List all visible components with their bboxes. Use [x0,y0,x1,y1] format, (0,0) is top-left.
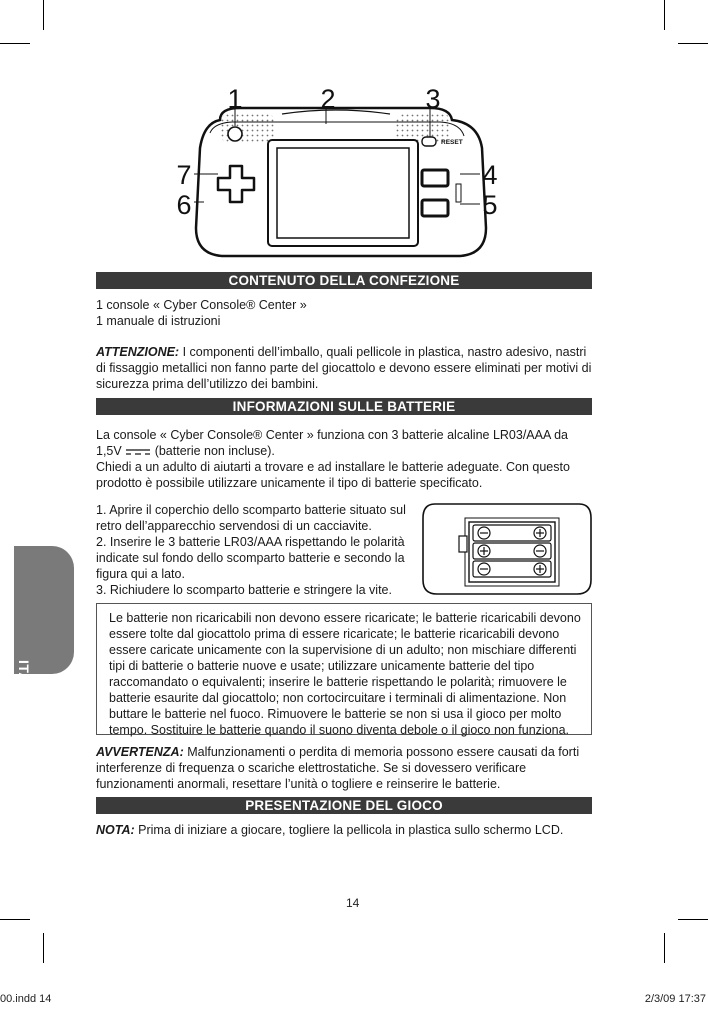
language-tab-label: ITALIANO [16,660,32,730]
batteries-advice: Chiedi a un adulto di aiutarti a trovare e ad installare le batterie adeguate. Con questo prodotto è possibile utilizzare unicamente il tipo di batterie specificato. [96,460,570,490]
crop-mark [664,0,665,30]
crop-mark [43,0,44,30]
crop-mark [678,919,708,920]
note-text: Prima di iniziare a giocare, togliere la pellicola in plastica sullo schermo LCD. [134,823,564,837]
contents-item: 1 manuale di istruzioni [96,314,221,328]
button-a [422,170,448,186]
reset-label: RESET [441,139,463,146]
section-title-batteries: INFORMAZIONI SULLE BATTERIE [96,398,592,415]
page-number: 14 [346,896,360,910]
batteries-intro [96,427,596,491]
batteries-voltage-line [96,443,596,459]
crop-mark [0,43,30,44]
battery-compartment-diagram [421,500,593,598]
battery-step: 3. Richiudere lo scomparto batterie e stringere la vite. [96,583,392,597]
power-button [228,127,242,141]
battery-safety-text: Le batterie non ricaricabili non devono essere ricaricate; le batterie ricaricabili devono essere tolte dal giocattolo prima di essere ricaricate; le batterie ricaricabili devono essere caricate unicamente con la supervisione di un adulto; non mischiare differenti tipi di batterie o batterie nuove e usate; utilizzare unicamente batterie del tipo raccomandato o equivalenti; inserire le batterie rispettando le polarità; rimuovere le batterie esaurite dal giocattolo; non cortocircuitare i terminali di alimentazione. Non buttare le batterie nel fuoco. Rimuovere le batterie se non si usa il gioco per molto tempo. Sostituire le batterie quando il suono diventa debole o il gioco non funziona. [109,611,581,737]
callout-2: 2 [320,84,336,114]
section-title-presentation: PRESENTAZIONE DEL GIOCO [96,797,592,814]
callout-5: 5 [482,190,498,220]
battery-step: 1. Aprire il coperchio dello scomparto batterie situato sul retro dell’apparecchio servendosi di un cacciavite. [96,503,406,533]
caution-label: AVVERTENZA: [96,745,184,759]
console-diagram [160,78,510,270]
crop-mark [664,933,665,963]
callout-4: 4 [482,160,498,190]
battery-steps [96,502,412,598]
crop-mark [678,43,708,44]
battery-step: 2. Inserire le 3 batterie LR03/AAA rispettando le polarità indicate sul fondo dello scomparto batterie e secondo la figura qui a lato. [96,535,405,581]
note-label: NOTA: [96,823,135,837]
callout-6: 6 [176,190,192,220]
contents-warning [96,344,596,392]
batteries-not-included: (batterie non incluse). [154,444,275,458]
reset-button [422,137,436,146]
battery-safety-box [96,603,592,735]
contents-item: 1 console « Cyber Console® Center » [96,298,307,312]
batteries-intro-line: La console « Cyber Console® Center » funziona con 3 batterie alcaline LR03/AAA da [96,428,569,442]
voltage-value: 1,5V [96,444,122,458]
callout-7: 7 [176,160,192,190]
language-tab [14,546,74,730]
dc-symbol-icon [125,448,151,456]
caution-text: Malfunzionamenti o perdita di memoria possono essere causati da forti interferenze di frequenza o scariche elettrostatiche. Se si dovessero verificare funzionamenti anormali, resettare l’unità o togliere e reinserire le batterie. [96,745,580,791]
crop-mark [43,933,44,963]
footer-date: 2/3/09 17:37 [644,993,706,1005]
crop-mark [0,919,30,920]
warning-text: I componenti dell’imballo, quali pellicole in plastica, nastro adesivo, nastri di fissaggio metallici non fanno parte del giocattolo e devono essere eliminati per motivi di sicurezza prima dell’utilizzo dei bambini. [96,345,592,391]
note-paragraph [96,822,596,838]
warning-label: ATTENZIONE: [96,345,180,359]
section-title-contents: CONTENUTO DELLA CONFEZIONE [96,272,592,289]
caution-paragraph [96,744,596,792]
footer-file: 00.indd 14 [0,993,52,1005]
lcd-screen [277,148,409,238]
contents-list [96,297,596,329]
button-b [422,200,448,216]
callout-3: 3 [425,84,441,114]
callout-1: 1 [227,84,243,114]
